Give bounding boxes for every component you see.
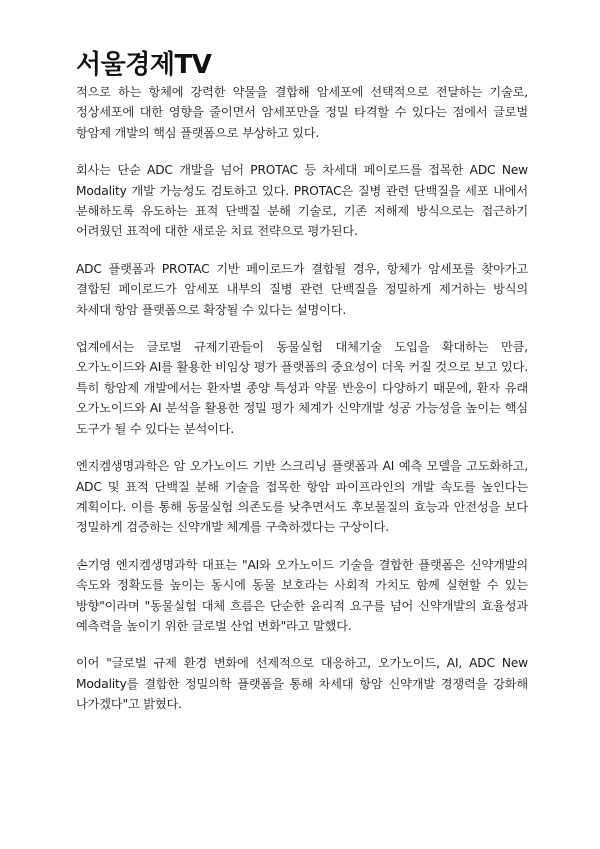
paragraph: ADC 플랫폼과 PROTAC 기반 페이로드가 결합될 경우, 항체가 암세포를 찾아가고 결합된 페이로드가 암세포 내부의 질병 관련 단백질을 정밀하게 제거하는 방식의 차세대 항암 플랫폼으로 확장될 수 있다는 설명이다. (76, 261, 528, 317)
paragraph: 엔지켐생명과학은 암 오가노이드 기반 스크리닝 플랫폼과 AI 예측 모델을 고도화하고, ADC 및 표적 단백질 분해 기술을 접목한 항암 파이프라인의 개발 속도를 높인다는 계획이다. 이를 통해 동물실험 의존도를 낮추면서도 후보물질의 효능과 안전성을 보다 정밀하게 검증하는 신약개발 체계를 구축하겠다는 구상이다. (76, 459, 528, 535)
paragraph: 이어 "글로벌 규제 환경 변화에 선제적으로 대응하고, 오가노이드, AI, ADC New Modality를 결합한 정밀의학 플랫폼을 통해 차세대 항암 신약개발 경쟁력을 강화해 나가겠다"고 밝혔다. (76, 656, 528, 712)
paragraph: 업계에서는 글로벌 규제기관들이 동물실험 대체기술 도입을 확대하는 만큼, 오가노이드와 AI를 활용한 비임상 평가 플랫폼의 중요성이 더욱 커질 것으로 보고 있다. 특히 항암제 개발에서는 환자별 종양 특성과 약물 반응이 다양하기 때문에, 환자 유래 오가노이드와 AI 분석을 활용한 정밀 평가 체계가 신약개발 성공 가능성을 높이는 핵심 도구가 될 수 있다는 분석이다. (76, 340, 528, 436)
paragraph: 회사는 단순 ADC 개발을 넘어 PROTAC 등 차세대 페이로드를 접목한 ADC New Modality 개발 가능성도 검토하고 있다. PROTAC은 질병 관련 단백질을 세포 내에서 분해하도록 유도하는 표적 단백질 분해 기술로, 기존 저해제 방식으로는 접근하기 어려웠던 표적에 대한 새로운 치료 전략으로 평가된다. (76, 163, 528, 239)
paragraph: 손기영 엔지켐생명과학 대표는 "AI와 오가노이드 기술을 결합한 플랫폼은 신약개발의 속도와 정확도를 높이는 동시에 동물 보호라는 사회적 가치도 함께 실현할 수 있는 방향"이라며 "동물실험 대체 흐름은 단순한 윤리적 요구를 넘어 신약개발의 효율성과 예측력을 높이기 위한 글로벌 산업 변화"라고 말했다. (76, 557, 528, 633)
article-body (76, 82, 528, 732)
paragraph: 적으로 하는 항체에 강력한 약물을 결합해 암세포에 선택적으로 전달하는 기술로, 정상세포에 대한 영향을 줄이면서 암세포만을 정밀 타격할 수 있다는 점에서 글로벌 항암제 개발의 핵심 플랫폼으로 부상하고 있다. (76, 85, 528, 140)
publisher-logo: 서울경제TV (76, 50, 212, 80)
